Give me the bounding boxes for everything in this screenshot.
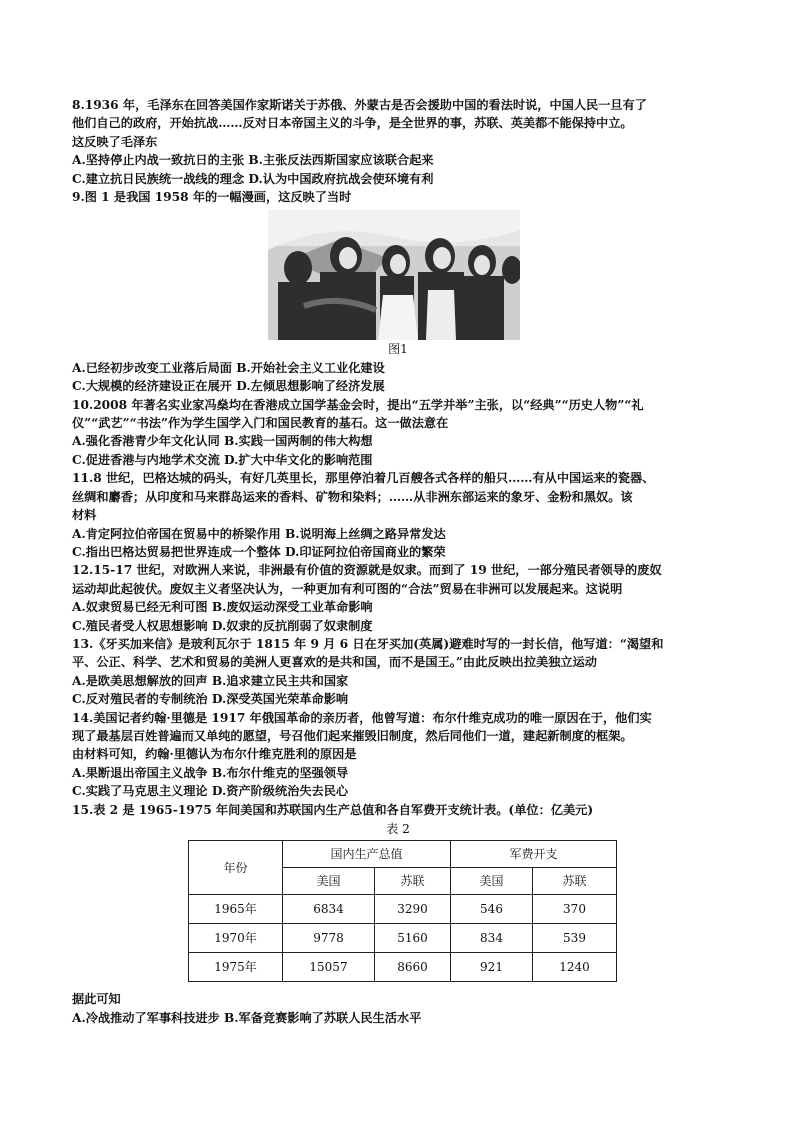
question-15-tail: 据此可知 — [72, 992, 121, 1007]
cell-gdp-us: 9778 — [283, 924, 375, 953]
subheader-mil-ussr: 苏联 — [533, 868, 617, 895]
question-8-options-ab: A.坚持停止内战一致抗日的主张 B.主张反法西斯国家应该联合起来 — [72, 153, 434, 168]
question-12-stem-line-1: 12.15-17 世纪，对欧洲人来说，非洲最有价值的资源就是奴隶。而到了 19 世纪，一部分殖民者领导的废奴 — [72, 563, 662, 578]
cell-gdp-ussr: 8660 — [375, 953, 451, 982]
cell-gdp-us: 6834 — [283, 895, 375, 924]
question-9-options-ab: A.已经初步改变工业落后局面 B.开始社会主义工业化建设 — [72, 360, 385, 375]
question-13-stem-line-2: 平、公正、科学、艺术和贸易的美洲人更喜欢的是共和国，而不是国王。”由此反映出拉美独立运动 — [72, 655, 597, 670]
exam-page — [72, 96, 724, 1027]
header-military: 军费开支 — [451, 841, 617, 868]
table-row — [189, 953, 617, 982]
question-14-options-ab: A.果断退出帝国主义战争 B.布尔什维克的坚强领导 — [72, 765, 349, 780]
table-2-caption: 表 2 — [386, 822, 410, 836]
table-row — [189, 895, 617, 924]
question-10-stem-line-1: 10.2008 年著名实业家冯燊均在香港成立国学基金会时，提出“五学并举”主张，以“经典”“历史人物”“礼 — [72, 397, 644, 412]
question-11-stem-line-3: 材料 — [72, 508, 97, 523]
subheader-gdp-us: 美国 — [283, 868, 375, 895]
cell-mil-us: 921 — [451, 953, 533, 982]
cell-mil-ussr: 370 — [533, 895, 617, 924]
header-gdp: 国内生产总值 — [283, 841, 451, 868]
question-11-stem-line-1: 11.8 世纪，巴格达城的码头，有好几英里长，那里停泊着几百艘各式各样的船只……有从中国运来的瓷器、 — [72, 471, 655, 486]
table-row — [189, 924, 617, 953]
gdp-military-table — [188, 840, 617, 982]
question-9-options-cd: C.大规模的经济建设正在展开 D.左倾思想影响了经济发展 — [72, 379, 385, 394]
cell-year: 1975年 — [189, 953, 283, 982]
question-8-stem-line-1: 8.1936 年，毛泽东在回答美国作家斯诺关于苏俄、外蒙古是否会援助中国的看法时说，中国人民一旦有了 — [72, 98, 647, 112]
question-12-options-ab: A.奴隶贸易已经无利可图 B.废奴运动深受工业革命影响 — [72, 600, 373, 615]
question-11-options-cd: C.指出巴格达贸易把世界连成一个整体 D.印证阿拉伯帝国商业的繁荣 — [72, 544, 446, 559]
question-9-stem: 9.图 1 是我国 1958 年的一幅漫画，这反映了当时 — [72, 190, 352, 205]
cell-year: 1970年 — [189, 924, 283, 953]
question-14-stem-line-1: 14.美国记者约翰·里德是 1917 年俄国革命的亲历者，他曾写道：布尔什维克成功的唯一原因在于，他们实 — [72, 710, 652, 725]
subheader-gdp-ussr: 苏联 — [375, 868, 451, 895]
cell-mil-us: 834 — [451, 924, 533, 953]
cell-mil-ussr: 1240 — [533, 953, 617, 982]
question-12-options-cd: C.殖民者受人权思想影响 D.奴隶的反抗削弱了奴隶制度 — [72, 618, 373, 633]
question-8-stem-line-2: 他们自己的政府，开始抗战……反对日本帝国主义的斗争，是全世界的事，苏联、英美都不能保持中立。 — [72, 116, 633, 131]
question-8-options-cd: C.建立抗日民族统一战线的理念 D.认为中国政府抗战会使环境有利 — [72, 171, 434, 186]
cell-gdp-ussr: 5160 — [375, 924, 451, 953]
cell-year: 1965年 — [189, 895, 283, 924]
cartoon-figure-1958 — [268, 210, 520, 340]
cell-gdp-ussr: 3290 — [375, 895, 451, 924]
question-14-stem-line-2: 现了最基层百姓普遍而又单纯的愿望，号召他们起来摧毁旧制度，然后同他们一道，建起新制度的框架。 — [72, 728, 633, 743]
question-13-stem-line-1: 13.《牙买加来信》是玻利瓦尔于 1815 年 9 月 6 日在牙买加(英属)避难时写的一封长信，他写道：“渴望和 — [72, 636, 664, 651]
subheader-mil-us: 美国 — [451, 868, 533, 895]
question-12-stem-line-2: 运动却此起彼伏。废奴主义者坚决认为，一种更加有利可图的“合法”贸易在非洲可以发展起来。这说明 — [72, 581, 623, 596]
figure-1-caption: 图1 — [388, 342, 408, 357]
question-10-stem-line-2: 仪”“武艺”“书法”作为学生国学入门和国民教育的基石。这一做法意在 — [72, 416, 449, 431]
question-11-options-ab: A.肯定阿拉伯帝国在贸易中的桥梁作用 B.说明海上丝绸之路异常发达 — [72, 526, 446, 541]
question-14-stem-line-3: 由材料可知，约翰·里德认为布尔什维克胜利的原因是 — [72, 747, 357, 762]
question-13-options-cd: C.反对殖民者的专制统治 D.深受英国光荣革命影响 — [72, 692, 349, 707]
cell-mil-ussr: 539 — [533, 924, 617, 953]
question-14-options-cd: C.实践了马克思主义理论 D.资产阶级统治失去民心 — [72, 784, 349, 799]
question-10-options-ab: A.强化香港青少年文化认同 B.实践一国两制的伟大构想 — [72, 434, 373, 449]
question-8-stem-line-3: 这反映了毛泽东 — [72, 134, 158, 149]
question-10-options-cd: C.促进香港与内地学术交流 D.扩大中华文化的影响范围 — [72, 452, 373, 467]
cell-mil-us: 546 — [451, 895, 533, 924]
question-15-stem: 15.表 2 是 1965-1975 年间美国和苏联国内生产总值和各自军费开支统计表。(单位：亿美元) — [72, 802, 594, 817]
question-11-stem-line-2: 丝绸和麝香；从印度和马来群岛运来的香料、矿物和染料；……从非洲东部运来的象牙、金粉和黑奴。该 — [72, 489, 633, 504]
question-13-options-ab: A.是欧美思想解放的回声 B.追求建立民主共和国家 — [72, 673, 349, 688]
cell-gdp-us: 15057 — [283, 953, 375, 982]
header-year: 年份 — [189, 841, 283, 895]
question-15-options-ab: A.冷战推动了军事科技进步 B.军备竞赛影响了苏联人民生活水平 — [72, 1010, 422, 1025]
